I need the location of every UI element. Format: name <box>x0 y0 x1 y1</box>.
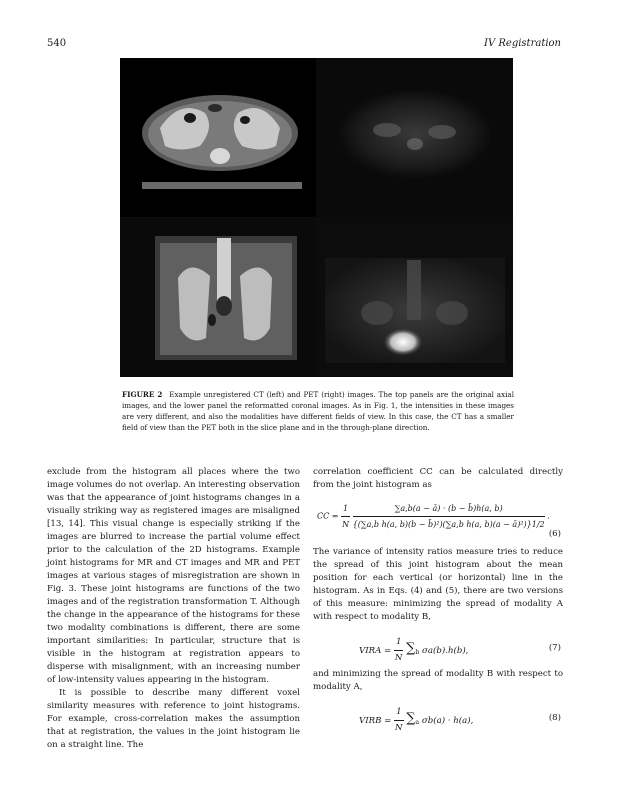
eq6-numerator: ∑a,b(a − ā) · (b − b̄)h(a, b) <box>353 502 545 517</box>
eq7-body: σa(b).h(b), <box>422 646 469 656</box>
ct-axial-panel <box>120 58 316 217</box>
left-paragraph-2: It is possible to describe many different voxel similarity measures with reference to joint histograms. For example, cross-correlation makes the assumption that at registration, the values in the joint histogram lie on a straight line. The <box>47 688 300 750</box>
eq8-coeff: $\frac{1}{N}$ <box>395 707 403 733</box>
page-number: 540 <box>47 38 67 49</box>
right-paragraph-1: correlation coefficient CC can be calculated directly from the joint histogram as <box>313 467 563 490</box>
right-paragraph-3: and minimizing the spread of modality B with respect to modality A, <box>313 669 563 692</box>
figure-2 <box>120 58 513 377</box>
eq6-main-fraction <box>353 502 545 531</box>
right-paragraph-2: The variance of intensity ratios measure tries to reduce the spread of this joint histogram about the mean position for each vertical (or horizontal) line in the histogram. As in Eqs. (4) and (5), there are two versions of this measure: minimizing the spread of modality A with respect to modality B, <box>313 547 563 622</box>
pet-axial-panel <box>317 58 513 217</box>
eq8-body: σb(a) · h(a), <box>421 716 474 726</box>
pet-axial-image <box>317 58 513 217</box>
caption-label: FIGURE 2 <box>122 390 163 399</box>
eq8-number: (8) <box>548 713 561 723</box>
eq7-sum-index: b <box>415 649 420 656</box>
equation-6 <box>313 498 563 542</box>
ct-coronal-panel <box>120 218 316 377</box>
eq6-lhs: CC = <box>317 511 339 521</box>
eq8-sum-index: a <box>415 719 420 726</box>
left-paragraph-1: exclude from the histogram all places where the two image volumes do not overlap. An interesting observation was that the appearance of joint histograms changes in a visually striking way as registered images are misaligned [13, 14]. This visual change is especially striking if the images are blurred to increase the partial volume effect prior to the calculation of the 2D histograms. Example joint histograms for MR and CT images and MR and PET images at various stages of misregistration are shown in Fig. 3. These joint histograms are functions of the two images and of the registration transformation T. Although the change in the appearance of the histograms for these two modality combinations is different, there are some important similarities: In particular, structure that is visible in the histogram at registration appears to disperse with misalignment, with an increasing number of low-intensity values appearing in the histogram. <box>47 467 300 685</box>
right-column <box>313 466 563 738</box>
eq8-sum-symbol: $\sum_a$ <box>406 711 420 726</box>
running-head: IV Registration <box>484 38 561 49</box>
eq7-number: (7) <box>548 643 561 653</box>
eq7-lhs: VIRA = <box>359 646 392 656</box>
pet-coronal-image <box>317 218 513 377</box>
pet-coronal-panel <box>317 218 513 377</box>
ct-axial-image <box>120 58 316 217</box>
eq6-number: (6) <box>548 529 561 539</box>
eq6-coeff: $\frac{1}{N}$ <box>342 504 350 529</box>
eq7-sum-symbol: $\sum_b$ <box>406 641 420 656</box>
equation-8 <box>313 700 563 734</box>
eq6-denominator: {(∑a,b h(a, b)(b − b̄)²)(∑a,b h(a, b)(a − ā)²)}1/2 <box>352 520 545 529</box>
figure-caption <box>122 389 514 433</box>
eq8-lhs: VIRB = <box>359 716 392 726</box>
left-column <box>47 466 300 752</box>
equation-7 <box>313 630 563 664</box>
eq7-coeff: $\frac{1}{N}$ <box>394 637 403 663</box>
eq6-tail: . <box>547 511 550 521</box>
ct-coronal-image <box>120 218 316 377</box>
caption-text: Example unregistered CT (left) and PET (right) images. The top panels are the original axial images, and the lower panel the reformatted coronal images. As in Fig. 1, the intensities in these images are very different, and also the modalities have different fields of view. In this case, the CT has a smaller field of view than the PET both in the slice plane and in the through-plane direction. <box>122 390 514 432</box>
